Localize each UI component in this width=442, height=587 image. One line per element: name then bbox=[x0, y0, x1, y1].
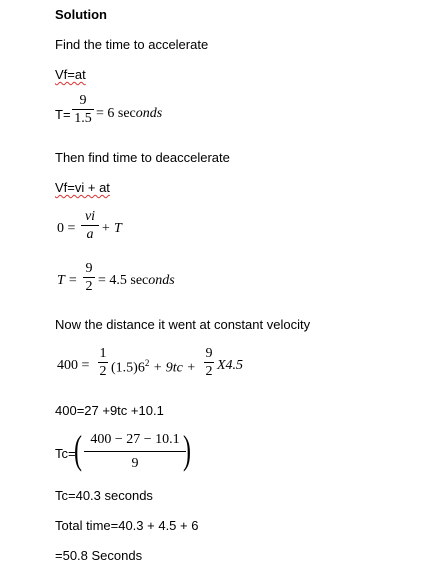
term-constant-velocity: + 9tc + bbox=[152, 360, 196, 376]
fraction-denominator: 9 bbox=[131, 456, 139, 471]
result-value: = 6 sec bbox=[96, 106, 136, 121]
result-value: = 4.5 sec bbox=[98, 273, 149, 288]
equation-vf-at-text: Vf=at bbox=[55, 67, 86, 82]
fraction-denominator: 1.5 bbox=[74, 111, 92, 126]
fraction-numerator: 9 bbox=[85, 261, 93, 276]
fraction-bar bbox=[83, 277, 95, 278]
fraction-denominator: 2 bbox=[205, 364, 213, 379]
fraction-numerator: 9 bbox=[205, 346, 213, 361]
equation-tc-lhs: Tc= bbox=[55, 446, 76, 461]
fraction-numerator: vi bbox=[84, 209, 96, 224]
left-parenthesis: ( bbox=[74, 427, 82, 472]
fraction-tc bbox=[84, 432, 186, 471]
equation-t-result bbox=[96, 106, 162, 122]
fraction-9-over-1-5 bbox=[72, 93, 94, 126]
equation-zero-lhs: 0 = bbox=[57, 221, 76, 236]
solution-heading: Solution bbox=[55, 7, 107, 22]
result-total-time: Total time=40.3 + 4.5 + 6 bbox=[55, 518, 199, 533]
fraction-denominator: 2 bbox=[99, 364, 107, 379]
fraction-1-over-2 bbox=[98, 346, 108, 379]
right-parenthesis: ) bbox=[183, 427, 191, 472]
fraction-bar bbox=[98, 362, 108, 363]
fraction-bar bbox=[84, 451, 186, 452]
equation-t-lhs: T= bbox=[55, 107, 71, 122]
equation-vf-vi-at bbox=[55, 180, 110, 196]
fraction-9-over-2-second bbox=[204, 346, 214, 379]
fraction-denominator: 2 bbox=[85, 279, 93, 294]
result-tc: Tc=40.3 seconds bbox=[55, 488, 153, 503]
equation-zero-rhs: + T bbox=[101, 221, 122, 236]
equation-400-tail: X4.5 bbox=[217, 358, 244, 373]
fraction-denominator: a bbox=[86, 227, 94, 242]
fraction-numerator: 400 − 27 − 10.1 bbox=[90, 432, 180, 447]
exponent: 2 bbox=[144, 358, 150, 368]
step-deaccelerate-text: Then find time to deaccelerate bbox=[55, 150, 230, 165]
equation-t2-lhs: T = bbox=[57, 273, 78, 288]
fraction-9-over-2 bbox=[83, 261, 95, 294]
equation-vf-at bbox=[55, 67, 86, 83]
fraction-bar bbox=[72, 109, 94, 110]
fraction-bar bbox=[204, 362, 214, 363]
result-final: =50.8 Seconds bbox=[55, 548, 143, 563]
fraction-vi-over-a bbox=[81, 209, 99, 242]
equation-400-lhs: 400 = bbox=[57, 358, 90, 373]
fraction-numerator: 1 bbox=[99, 346, 107, 361]
equation-400-simplified: 400=27 +9tc +10.1 bbox=[55, 403, 164, 418]
step-accelerate-text: Find the time to accelerate bbox=[55, 37, 209, 52]
term-accel-distance: (1.5)6 bbox=[111, 360, 145, 376]
equation-vf-vi-at-text: Vf=vi + at bbox=[55, 180, 110, 195]
equation-t2-result bbox=[98, 273, 175, 289]
result-unit: onds bbox=[135, 106, 163, 121]
fraction-bar bbox=[81, 225, 99, 226]
equation-400-middle bbox=[111, 358, 196, 377]
result-unit: onds bbox=[148, 273, 175, 288]
fraction-numerator: 9 bbox=[79, 93, 87, 108]
step-distance-text: Now the distance it went at constant velocity bbox=[55, 317, 311, 332]
